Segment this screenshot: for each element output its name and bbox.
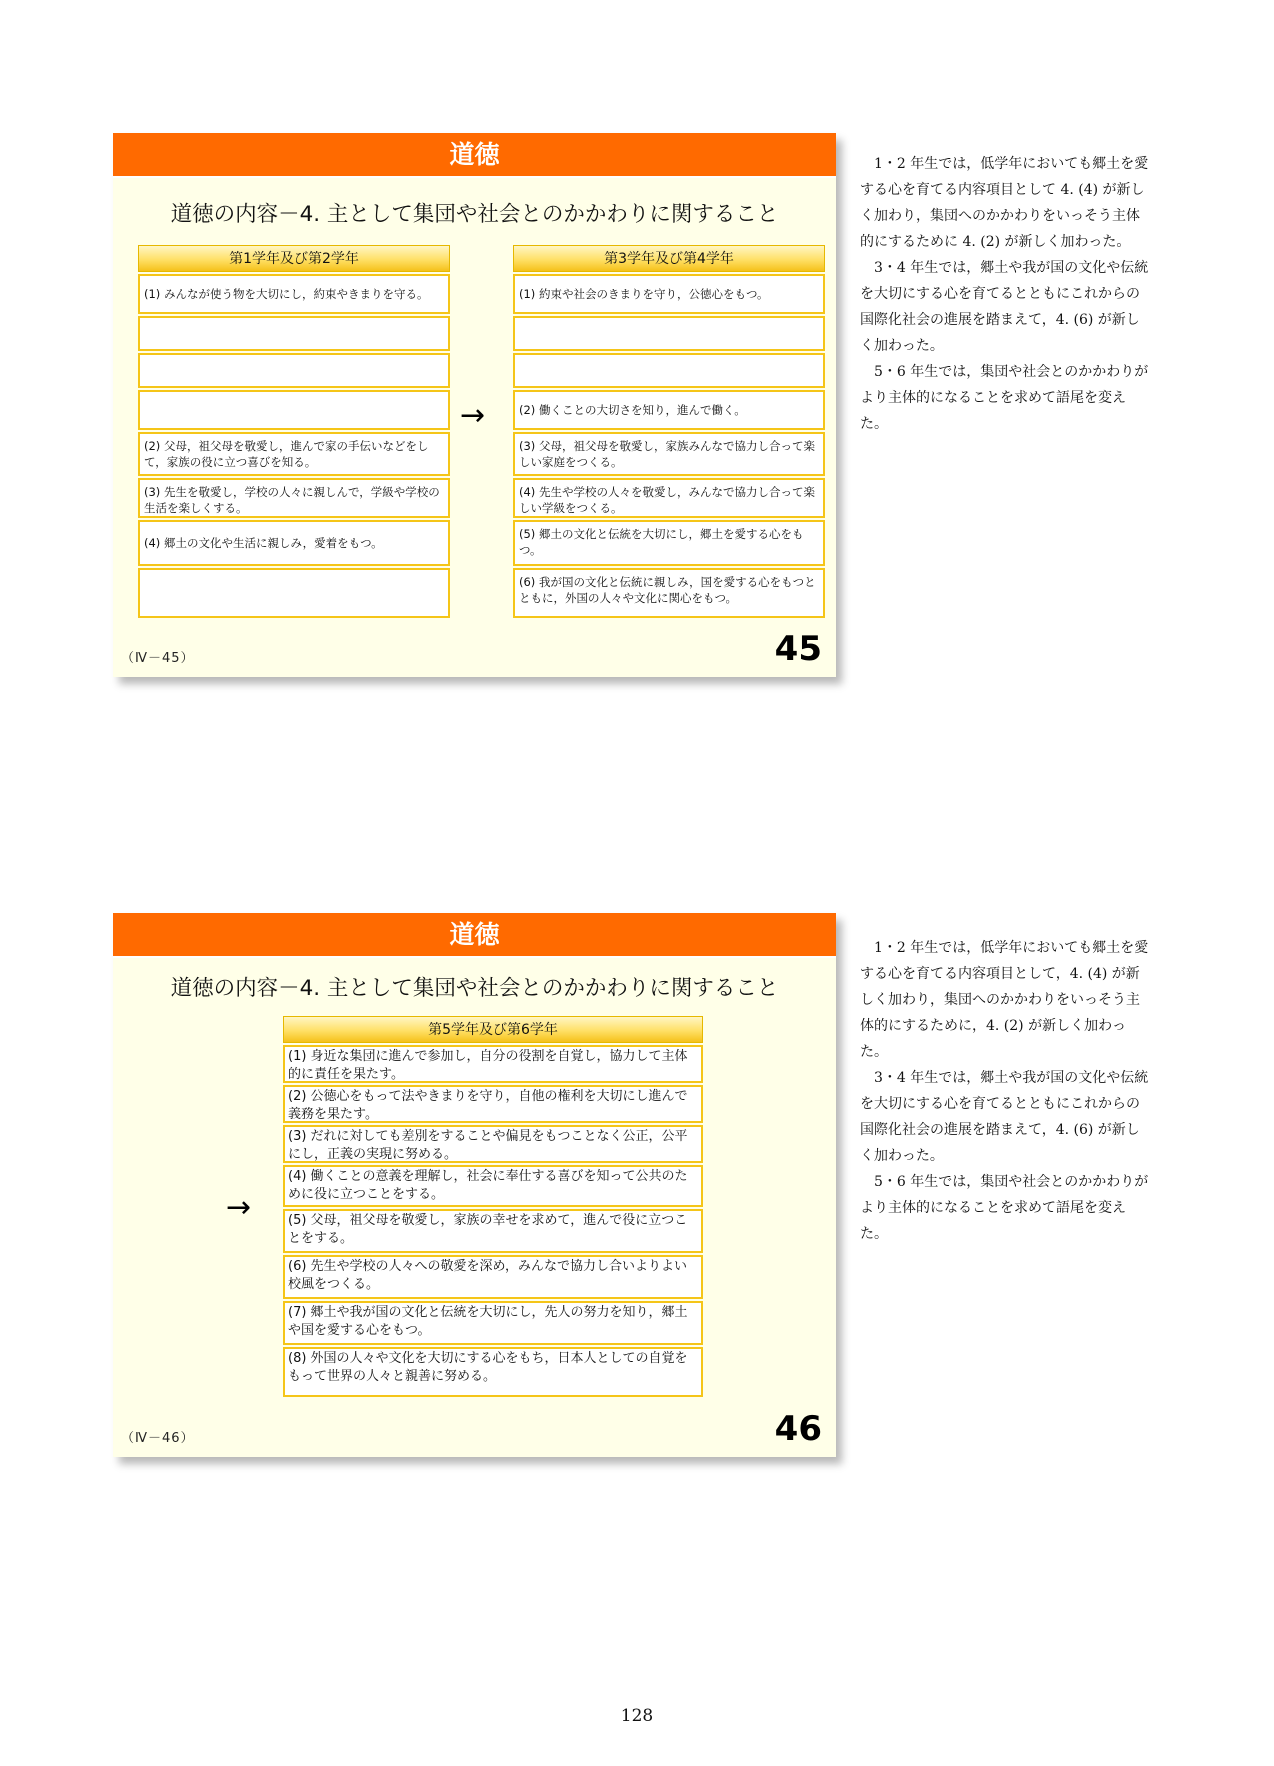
note-paragraph: 5・6 年生では，集団や社会とのかかわりがより主体的になることを求めて語尾を変えた。: [860, 1174, 1149, 1242]
table-cell: (5) 父母，祖父母を敬愛し，家族の幸せを求めて，進んで役に立つことをする。: [283, 1209, 703, 1253]
table-cell: (8) 外国の人々や文化を大切にする心をもち，日本人としての自覚をもって世界の人々と親善に努める。: [283, 1347, 703, 1397]
table-cell: (3) 先生を敬愛し，学校の人々に親しんで，学級や学校の生活を楽しくする。: [138, 478, 450, 518]
table-cell: (1) みんなが使う物を大切にし，約束やきまりを守る。: [138, 274, 450, 314]
table-cell: (6) 先生や学校の人々への敬愛を深め，みんなで協力し合いよりよい校風をつくる。: [283, 1255, 703, 1299]
slide-title: 道徳の内容－4. 主として集団や社会とのかかわりに関すること: [170, 202, 779, 227]
note-paragraph: 5・6 年生では，集団や社会とのかかわりがより主体的になることを求めて語尾を変えた。: [860, 364, 1149, 432]
column-heading: 第5学年及び第6学年: [283, 1016, 703, 1043]
table-cell: (2) 公徳心をもって法やきまりを守り，自他の権利を大切にし進んで義務を果たす。: [283, 1085, 703, 1123]
note-paragraph: 1・2 年生では，低学年においても郷土を愛する心を育てる内容項目として 4. (4) が新しく加わり，集団へのかかわりをいっそう主体的にするために 4. (2) が新しく加わった。: [860, 156, 1149, 250]
slide-title: 道徳の内容－4. 主として集団や社会とのかかわりに関すること: [170, 976, 779, 1001]
arrow-right-icon: →: [226, 1190, 252, 1225]
slide-number: 46: [774, 1409, 822, 1449]
slide-header: 道徳: [113, 133, 836, 178]
table-cell: (5) 郷土の文化と伝統を大切にし，郷土を愛する心をもつ。: [513, 520, 825, 566]
table-cell: (2) 働くことの大切さを知り，進んで働く。: [513, 390, 825, 430]
slide-code: （Ⅳ－46）: [121, 1431, 195, 1446]
slide-code: （Ⅳ－45）: [121, 651, 195, 666]
page-number: 128: [620, 1706, 654, 1726]
table-cell: (6) 我が国の文化と伝統に親しみ，国を愛する心をもつとともに，外国の人々や文化に関心をもつ。: [513, 568, 825, 618]
slide-45: [113, 133, 836, 677]
table-cell: [138, 390, 450, 430]
table-cell: [138, 316, 450, 351]
note-paragraph: 1・2 年生では，低学年においても郷土を愛する心を育てる内容項目として，4. (4) が新しく加わり，集団へのかかわりをいっそう主体的にするために，4. (2) が新しく加わった。: [860, 940, 1149, 1060]
table-cell: [138, 353, 450, 388]
table-cell: (1) 身近な集団に進んで参加し，自分の役割を自覚し，協力して主体的に責任を果たす。: [283, 1045, 703, 1083]
slide-46: [113, 913, 836, 1457]
slide-header: 道徳: [113, 913, 836, 958]
note-paragraph: 3・4 年生では，郷土や我が国の文化や伝統を大切にする心を育てるとともにこれからの国際化社会の進展を踏まえて，4. (6) が新しく加わった。: [860, 260, 1149, 354]
table-cell: (2) 父母，祖父母を敬愛し，進んで家の手伝いなどをして，家族の役に立つ喜びを知る。: [138, 432, 450, 476]
column-grade-3-4: [513, 245, 825, 618]
table-cell: (7) 郷土や我が国の文化と伝統を大切にし，先人の努力を知り，郷土や国を愛する心をもつ。: [283, 1301, 703, 1345]
slide-number: 45: [774, 629, 822, 669]
table-cell: [138, 568, 450, 618]
table-cell: (4) 郷土の文化や生活に親しみ，愛着をもつ。: [138, 520, 450, 566]
note-paragraph: 3・4 年生では，郷土や我が国の文化や伝統を大切にする心を育てるとともにこれからの国際化社会の進展を踏まえて，4. (6) が新しく加わった。: [860, 1070, 1149, 1164]
arrow-right-icon: →: [460, 398, 486, 433]
table-cell: (3) だれに対しても差別をすることや偏見をもつことなく公正，公平にし，正義の実現に努める。: [283, 1125, 703, 1163]
note-block-45: [860, 151, 1152, 437]
column-heading: 第3学年及び第4学年: [513, 245, 825, 272]
table-cell: (1) 約束や社会のきまりを守り，公徳心をもつ。: [513, 274, 825, 314]
table-cell: [513, 353, 825, 388]
note-block-46: [860, 935, 1152, 1247]
table-cell: (3) 父母，祖父母を敬愛し，家族みんなで協力し合って楽しい家庭をつくる。: [513, 432, 825, 476]
column-grade-1-2: [138, 245, 450, 618]
table-cell: (4) 働くことの意義を理解し，社会に奉仕する喜びを知って公共のために役に立つことをする。: [283, 1165, 703, 1207]
column-heading: 第1学年及び第2学年: [138, 245, 450, 272]
table-cell: (4) 先生や学校の人々を敬愛し，みんなで協力し合って楽しい学級をつくる。: [513, 478, 825, 518]
table-cell: [513, 316, 825, 351]
column-grade-5-6: [283, 1016, 703, 1397]
